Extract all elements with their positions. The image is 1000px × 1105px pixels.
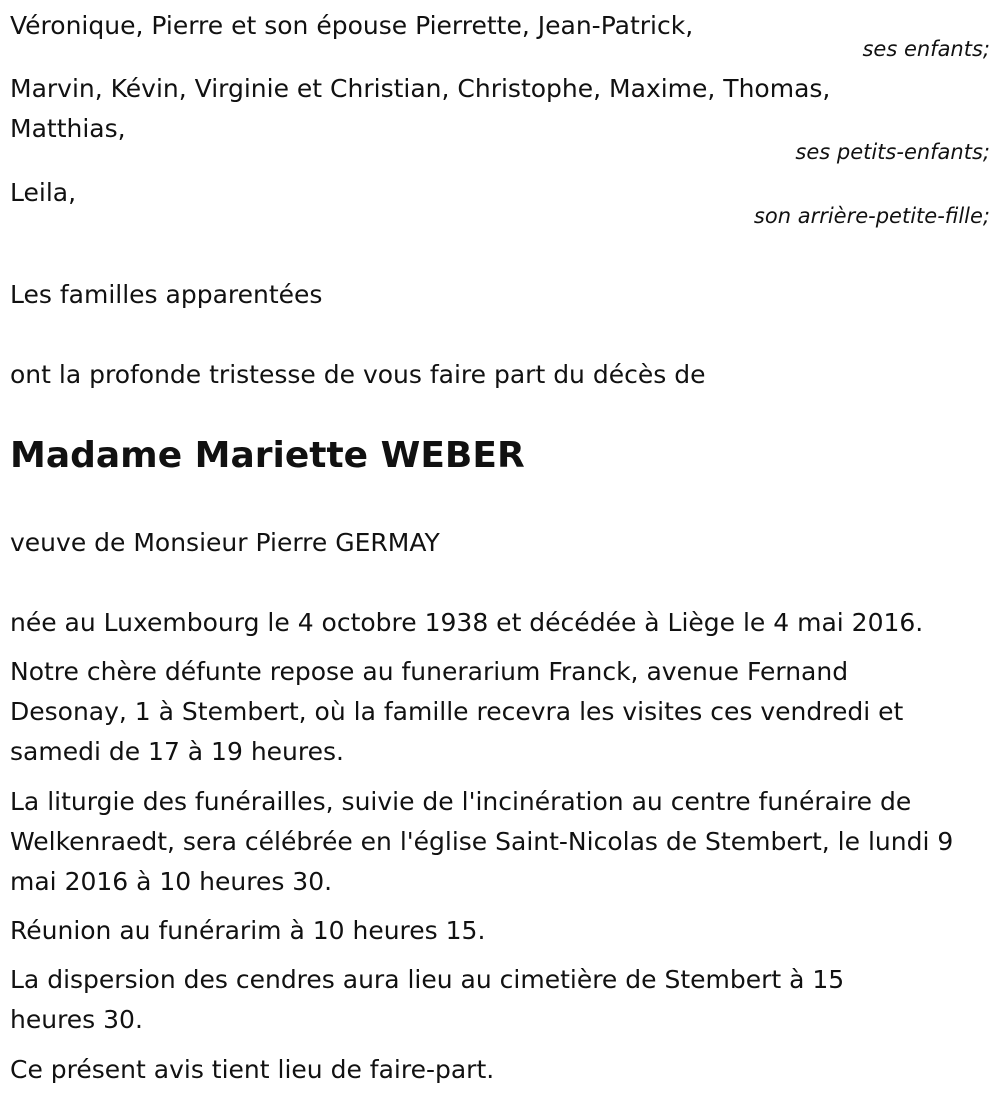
deceased-name: Madame Mariette WEBER — [10, 435, 525, 476]
children-role: ses enfants; — [862, 37, 990, 61]
announcement-line: ont la profonde tristesse de vous faire part du décès de — [10, 360, 706, 389]
great-grandchild-name: Leila, — [10, 178, 77, 207]
closing-line: Ce présent avis tient lieu de faire-part. — [10, 1055, 495, 1084]
meeting-line: Réunion au funérarim à 10 heures 15. — [10, 916, 486, 945]
birth-death-line: née au Luxembourg le 4 octobre 1938 et décédée à Liège le 4 mai 2016. — [10, 608, 924, 637]
great-grandchild-role: son arrière-petite-fille; — [753, 204, 990, 228]
widow-of-line: veuve de Monsieur Pierre GERMAY — [10, 528, 440, 557]
liturgy-paragraph: La liturgie des funérailles, suivie de l'incinération au centre funéraire de Welkenraedt, sera célébrée en l'église Saint-Nicolas de Stembert, le lundi 9 mai 2016 à 10 heures 30. — [10, 787, 954, 896]
ashes-paragraph: La dispersion des cendres aura lieu au cimetière de Stembert à 15 heures 30. — [10, 965, 845, 1034]
families-line: Les familles apparentées — [10, 280, 323, 309]
grandchildren-names: Marvin, Kévin, Virginie et Christian, Christophe, Maxime, Thomas, Matthias, — [10, 74, 831, 143]
rest-place-paragraph: Notre chère défunte repose au funerarium Franck, avenue Fernand Desonay, 1 à Stembert, où la famille recevra les visites ces vendredi et samedi de 17 à 19 heures. — [10, 657, 904, 766]
grandchildren-role: ses petits-enfants; — [795, 140, 990, 164]
children-names: Véronique, Pierre et son épouse Pierrette, Jean-Patrick, — [10, 11, 694, 40]
